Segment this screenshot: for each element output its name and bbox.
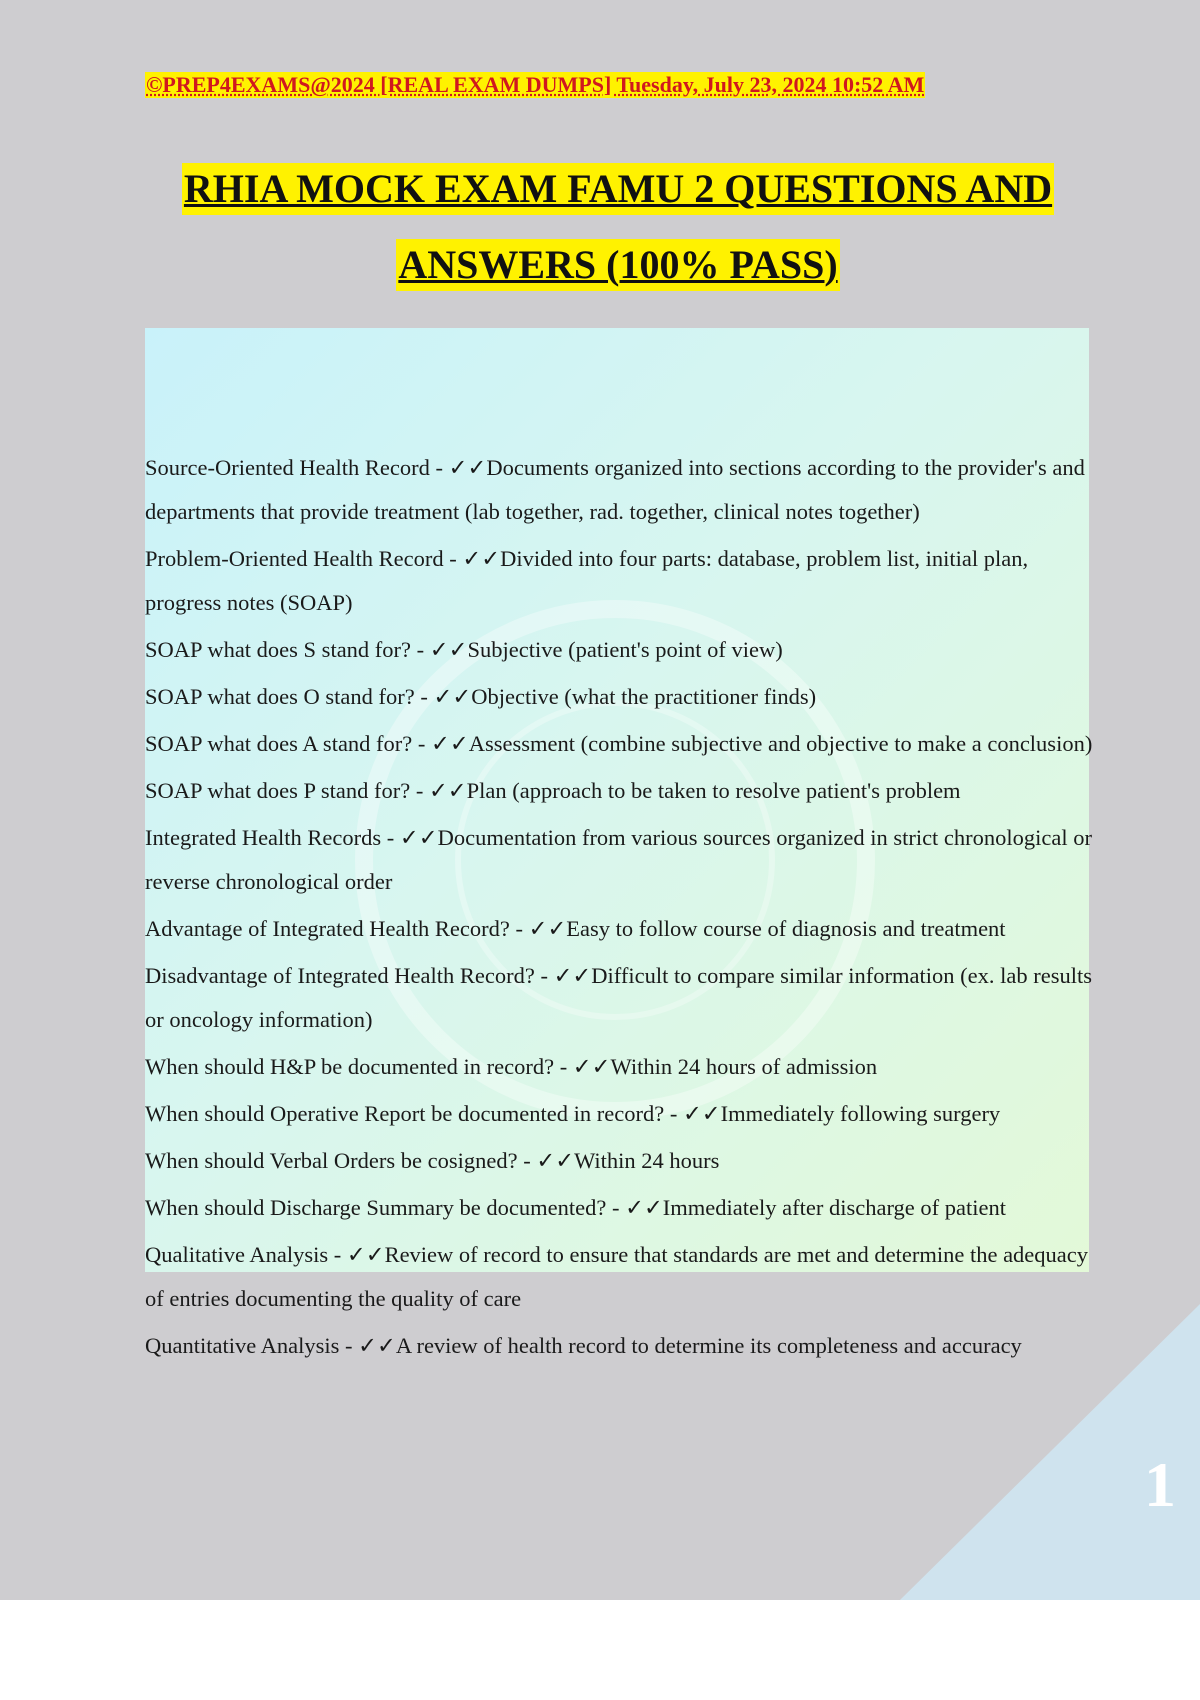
title-line-1: RHIA MOCK EXAM FAMU 2 QUESTIONS AND (182, 163, 1054, 215)
question-text: SOAP what does O stand for? (145, 684, 415, 709)
answer-text: Review of record to ensure that standards are met and determine the adequacy of entries documenting the quality of care (145, 1242, 1089, 1311)
checkmark-icon: - ✓✓ (339, 1333, 396, 1358)
page-title (0, 163, 1200, 291)
checkmark-icon: - ✓✓ (664, 1101, 721, 1126)
question-text: Quantitative Analysis (145, 1333, 340, 1358)
answer-text: Immediately after discharge of patient (662, 1195, 1006, 1220)
checkmark-icon: - ✓✓ (554, 1054, 611, 1079)
copyright-header: ©PREP4EXAMS@2024 [REAL EXAM DUMPS] Tuesday, July 23, 2024 10:52 AM (146, 72, 925, 97)
qa-item (145, 1092, 1095, 1136)
checkmark-icon: - ✓✓ (410, 778, 467, 803)
qa-item (145, 628, 1095, 672)
qa-item (145, 954, 1095, 1042)
answer-text: Documentation from various sources organized in strict chronological or reverse chronological order (145, 825, 1093, 894)
question-text: When should H&P be documented in record? (145, 1054, 555, 1079)
checkmark-icon: - ✓✓ (411, 637, 468, 662)
qa-item (145, 1139, 1095, 1183)
question-text: SOAP what does A stand for? (145, 731, 413, 756)
qa-item (145, 1233, 1095, 1321)
question-text: Qualitative Analysis (145, 1242, 329, 1267)
answer-text: Assessment (combine subjective and objective to make a conclusion) (468, 731, 1093, 756)
question-text: When should Verbal Orders be cosigned? (145, 1148, 518, 1173)
answer-text: Subjective (patient's point of view) (467, 637, 783, 662)
checkmark-icon: - ✓✓ (517, 1148, 575, 1173)
checkmark-icon: - ✓✓ (414, 684, 472, 709)
checkmark-icon: - ✓✓ (534, 963, 592, 988)
title-line-2: ANSWERS (100% PASS) (396, 239, 839, 291)
checkmark-icon: - ✓✓ (429, 455, 487, 480)
answer-text: Objective (what the practitioner finds) (471, 684, 817, 709)
qa-list (145, 446, 1095, 1371)
qa-item (145, 446, 1095, 534)
checkmark-icon: - ✓✓ (509, 916, 567, 941)
question-text: SOAP what does S stand for? (145, 637, 412, 662)
qa-item (145, 675, 1095, 719)
answer-text: Within 24 hours (574, 1148, 720, 1173)
qa-item (145, 722, 1095, 766)
qa-item (145, 816, 1095, 904)
answer-text: Difficult to compare similar information (ex. lab results or oncology information) (145, 963, 1092, 1032)
page-number: 1 (1144, 1449, 1176, 1520)
question-text: When should Operative Report be documented in record? (145, 1101, 665, 1126)
qa-item (145, 1324, 1095, 1368)
qa-item (145, 907, 1095, 951)
checkmark-icon: - ✓✓ (606, 1195, 663, 1220)
checkmark-icon: - ✓✓ (443, 546, 501, 571)
question-text: Problem-Oriented Health Record (145, 546, 444, 571)
answer-text: A review of health record to determine its completeness and accuracy (395, 1333, 1022, 1358)
question-text: SOAP what does P stand for? (145, 778, 411, 803)
qa-item (145, 537, 1095, 625)
qa-item (145, 1186, 1095, 1230)
answer-text: Easy to follow course of diagnosis and treatment (566, 916, 1006, 941)
question-text: When should Discharge Summary be documented? (145, 1195, 607, 1220)
answer-text: Immediately following surgery (720, 1101, 1001, 1126)
qa-item (145, 769, 1095, 813)
question-text: Disadvantage of Integrated Health Record? (145, 963, 535, 988)
question-text: Advantage of Integrated Health Record? (145, 916, 510, 941)
qa-item (145, 1045, 1095, 1089)
answer-text: Documents organized into sections according to the provider's and departments that provide treatment (lab together, rad. together, clinical notes together) (145, 455, 1085, 524)
checkmark-icon: - ✓✓ (412, 731, 469, 756)
answer-text: Within 24 hours of admission (610, 1054, 878, 1079)
checkmark-icon: - ✓✓ (328, 1242, 385, 1267)
checkmark-icon: - ✓✓ (381, 825, 438, 850)
question-text: Integrated Health Records (145, 825, 382, 850)
answer-text: Divided into four parts: database, problem list, initial plan, progress notes (SOAP) (145, 546, 1029, 615)
question-text: Source-Oriented Health Record (145, 455, 430, 480)
answer-text: Plan (approach to be taken to resolve patient's problem (466, 778, 961, 803)
